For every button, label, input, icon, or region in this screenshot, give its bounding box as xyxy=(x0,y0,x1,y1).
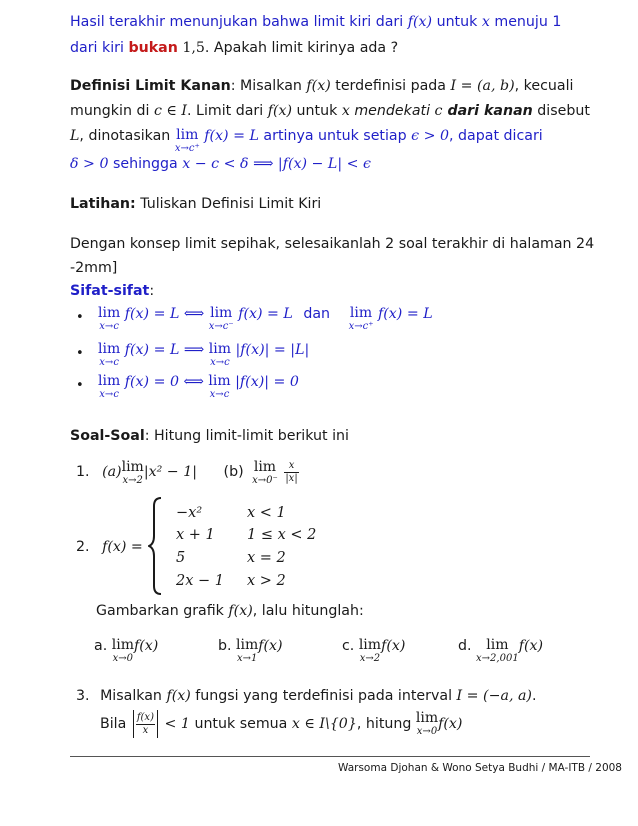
text: Gambarkan grafik xyxy=(96,603,229,619)
text: Misalkan xyxy=(100,688,167,704)
sifat-item-3 xyxy=(98,374,299,400)
math: f(x) = L xyxy=(204,128,259,144)
limit-notation xyxy=(349,306,374,332)
part-label: b. xyxy=(218,638,232,654)
part-label: (b) xyxy=(223,464,244,480)
lim-sub: x→c xyxy=(99,389,119,400)
math: f(x) = L xyxy=(238,306,293,322)
part-label: c. xyxy=(342,638,355,654)
case-cond: x > 2 xyxy=(247,573,286,589)
part-label: d. xyxy=(458,638,472,654)
question-2-instruction xyxy=(96,603,364,619)
abs-bar xyxy=(157,710,158,738)
text: , kecuali xyxy=(514,78,574,94)
text: Hasil terakhir menunjukan bahwa limit kiri dari xyxy=(70,14,408,30)
latihan-line xyxy=(70,196,321,212)
math: ϵ > 0 xyxy=(411,128,450,144)
limit-notation xyxy=(122,460,144,486)
math: c ∈ I xyxy=(153,103,188,119)
limit-notation xyxy=(175,128,200,154)
sifat-heading xyxy=(70,283,154,299)
question-2-part-c xyxy=(342,638,405,664)
limit-notation xyxy=(208,374,230,400)
question-number: 2. xyxy=(76,539,90,555)
konsep-line-1 xyxy=(70,236,594,252)
lim-sub: x→c⁺ xyxy=(174,143,200,154)
case-cond: x < 1 xyxy=(247,505,286,521)
definition-line-2 xyxy=(70,103,590,119)
lim-word: lim xyxy=(486,637,509,653)
text: Tuliskan Definisi Limit Kiri xyxy=(135,196,322,212)
limit-notation xyxy=(98,342,120,368)
lim-sub: x→0⁻ xyxy=(252,475,278,486)
text: disebut xyxy=(532,103,590,119)
sifat-item-2 xyxy=(98,342,309,368)
text: fungsi yang terdefinisi pada interval xyxy=(190,688,457,704)
math: f(x) = 0 ⟺ xyxy=(124,374,204,390)
text: untuk semua xyxy=(189,716,292,732)
fraction-numerator: x xyxy=(284,460,298,473)
lim-sub: x→c⁻ xyxy=(208,321,234,332)
text: untuk xyxy=(432,14,482,30)
math: f(x) = L xyxy=(378,306,433,322)
math: f(x) xyxy=(306,78,331,94)
limit-notation xyxy=(98,306,120,332)
left-brace-icon xyxy=(148,496,164,596)
math: x xyxy=(341,103,350,119)
text: sehingga xyxy=(108,156,183,172)
question-3-line-2 xyxy=(100,710,462,738)
math: f(x) = L ⟹ xyxy=(124,342,205,358)
text: , hitung xyxy=(356,716,416,732)
soal-heading xyxy=(70,428,349,444)
fraction-denominator: |x| xyxy=(285,472,298,484)
lim-sub: x→1 xyxy=(236,653,258,664)
limit-notation xyxy=(209,342,231,368)
math: f(x) xyxy=(438,716,463,732)
soal-title: Soal-Soal xyxy=(70,428,145,444)
definition-line-1 xyxy=(70,78,573,94)
lim-sub: x→0 xyxy=(112,653,134,664)
lim-sub: x→c xyxy=(209,389,230,400)
math: c xyxy=(434,103,443,119)
question-2-part-d xyxy=(458,638,543,664)
math: f(x) xyxy=(133,638,159,654)
math: |f(x)| = |L| xyxy=(235,342,310,358)
lim-word: lim xyxy=(98,341,121,357)
lim-sub: x→0 xyxy=(416,726,438,737)
lim-word: lim xyxy=(415,710,439,726)
question-2-label xyxy=(76,539,143,555)
limit-notation xyxy=(209,306,234,332)
lim-word: lim xyxy=(111,637,134,653)
lim-word: lim xyxy=(210,305,233,321)
limit-notation xyxy=(98,374,120,400)
text: terdefinisi pada xyxy=(330,78,451,94)
math: |x² − 1| xyxy=(143,464,198,480)
lim-word: lim xyxy=(349,305,373,321)
lim-word: lim xyxy=(176,127,199,143)
konsep-line-2 xyxy=(70,260,117,276)
bullet-icon: • xyxy=(76,378,84,393)
bullet-icon: • xyxy=(76,346,84,361)
math: I = (a, b) xyxy=(450,78,515,94)
case-expr: x + 1 xyxy=(176,527,215,543)
math: δ > 0 xyxy=(70,156,109,172)
question-number: 3. xyxy=(76,688,90,704)
question-3-line-1 xyxy=(76,688,536,704)
intro-line-2 xyxy=(70,40,398,56)
footer-credit: Warsoma Djohan & Wono Setya Budhi / MA-ITB / 2008 xyxy=(338,762,622,774)
text: untuk xyxy=(292,103,342,119)
case-expr: −x² xyxy=(176,505,203,521)
latihan-label: Latihan: xyxy=(70,196,136,212)
case-cond: x = 2 xyxy=(247,550,286,566)
case-expr: 5 xyxy=(176,550,186,566)
text: , dapat dicari xyxy=(449,128,543,144)
intro-line-1 xyxy=(70,14,561,30)
definition-line-4 xyxy=(70,156,371,172)
lim-sub: x→c xyxy=(99,357,119,368)
case-expr: 2x − 1 xyxy=(176,573,224,589)
fraction-denominator: x xyxy=(142,724,149,736)
text: : Misalkan xyxy=(230,78,307,94)
math: f(x) xyxy=(166,688,191,704)
text: , lalu hitunglah: xyxy=(252,603,364,619)
limit-notation xyxy=(112,638,134,664)
math: f(x) xyxy=(267,103,293,119)
lim-word: lim xyxy=(208,373,231,389)
question-2-part-a xyxy=(94,638,158,664)
text: , dinotasikan xyxy=(79,128,175,144)
lim-word: lim xyxy=(208,341,231,357)
math: f(x) xyxy=(518,638,544,654)
text: dari kanan xyxy=(442,103,533,119)
lim-sub: x→c xyxy=(210,357,230,368)
text: dari kiri xyxy=(70,40,129,56)
lim-word: lim xyxy=(98,373,121,389)
sifat-item-1 xyxy=(98,306,433,332)
math: L xyxy=(70,128,80,144)
footer-rule xyxy=(70,756,590,757)
text: Dengan konsep limit sepihak, selesaikanlah 2 soal terakhir di halaman 24 xyxy=(70,236,595,252)
lim-word: lim xyxy=(98,305,121,321)
text: . Apakah limit kirinya ada ? xyxy=(204,40,399,56)
math: f(x) xyxy=(381,638,406,654)
limit-notation xyxy=(476,638,519,664)
lim-word: lim xyxy=(236,637,259,653)
fraction-numerator: f(x) xyxy=(136,712,154,723)
lim-sub: x→2 xyxy=(122,475,143,486)
part-label: a. xyxy=(94,638,108,654)
text: -2mm] xyxy=(70,260,118,276)
text: menuju 1 xyxy=(489,14,562,30)
math: < 1 xyxy=(164,716,190,732)
lim-sub: x→c⁺ xyxy=(348,321,374,332)
limit-notation xyxy=(416,711,438,737)
math: (a) xyxy=(102,464,122,480)
text: : xyxy=(149,283,155,299)
text: . Limit dari xyxy=(187,103,268,119)
fraction xyxy=(284,460,298,484)
abs-bar xyxy=(133,710,134,738)
lim-word: lim xyxy=(358,637,382,653)
limit-notation xyxy=(359,638,381,664)
math: x xyxy=(481,14,490,30)
lim-sub: x→c xyxy=(99,321,119,332)
lim-sub: x→2 xyxy=(359,653,381,664)
text: mendekati xyxy=(349,103,435,119)
math: x ∈ I\{0} xyxy=(291,716,357,732)
fraction xyxy=(136,712,155,736)
math: 1,5 xyxy=(182,40,205,56)
definition-title: Definisi Limit Kanan xyxy=(70,78,231,94)
math: f(x) xyxy=(407,14,433,30)
math: f(x) xyxy=(258,638,283,654)
question-number: 1. xyxy=(76,464,90,480)
math: |f(x)| = 0 xyxy=(235,374,299,390)
emphasis-bukan: bukan xyxy=(128,40,178,56)
limit-notation xyxy=(252,460,278,486)
text: Bila xyxy=(100,716,127,732)
math: I = (−a, a) xyxy=(456,688,532,704)
bullet-icon: • xyxy=(76,310,84,325)
question-2-part-b xyxy=(218,638,283,664)
sifat-title: Sifat-sifat xyxy=(70,283,150,299)
lim-word: lim xyxy=(253,459,277,475)
math: f(x) xyxy=(228,603,253,619)
definition-line-3 xyxy=(70,128,543,154)
text: mungkin di xyxy=(70,103,154,119)
limit-notation xyxy=(236,638,258,664)
text: : Hitung limit-limit berikut ini xyxy=(144,428,349,444)
lim-sub: x→2,001 xyxy=(476,653,519,664)
math: f(x) = xyxy=(102,539,143,555)
text: . xyxy=(531,688,537,704)
math: x − c < δ ⟹ |f(x) − L| < ϵ xyxy=(182,156,371,172)
lim-word: lim xyxy=(121,459,144,475)
question-1 xyxy=(76,460,299,486)
dan-word: dan xyxy=(303,306,331,322)
case-cond: 1 ≤ x < 2 xyxy=(247,527,317,543)
math: f(x) = L ⟺ xyxy=(124,306,205,322)
text: artinya untuk setiap xyxy=(258,128,412,144)
